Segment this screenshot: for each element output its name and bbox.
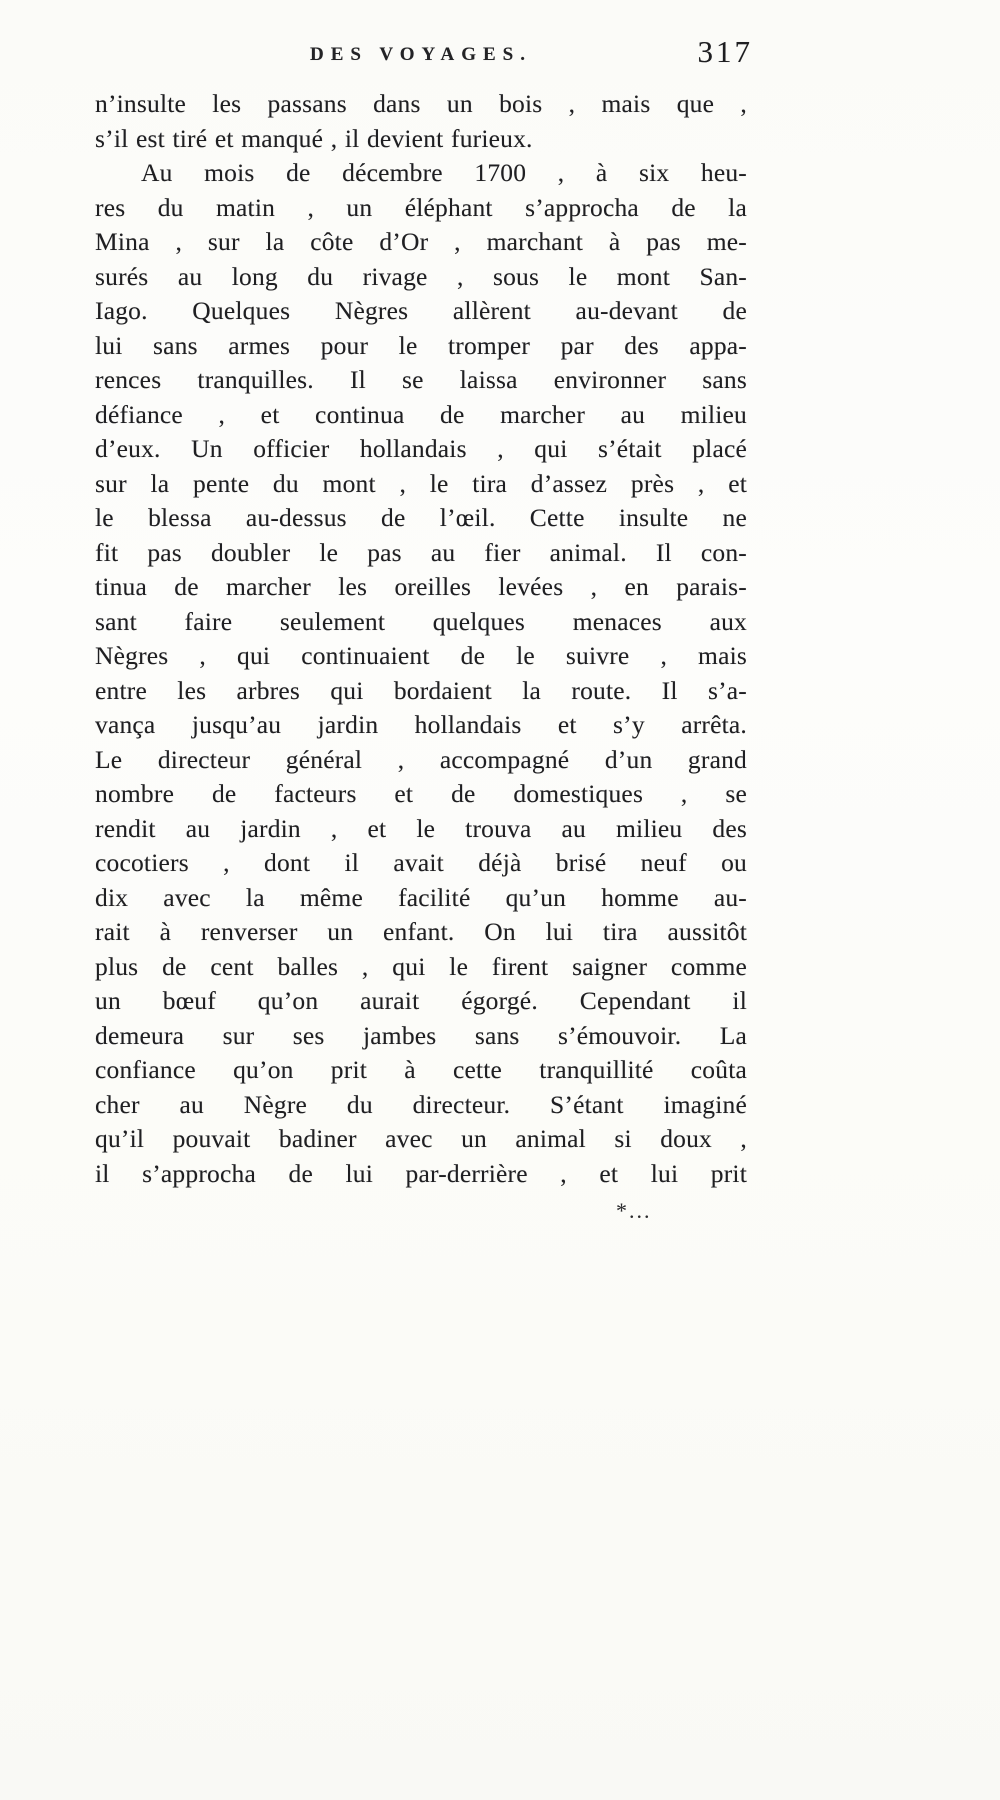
text-line: Mina , sur la côte d’Or , marchant à pas me- xyxy=(95,227,747,256)
signature-mark: *... xyxy=(616,1198,652,1223)
text-line: rences tranquilles. Il se laissa environner sans xyxy=(95,365,747,394)
running-title: DES VOYAGES. xyxy=(310,44,532,65)
text-line: défiance , et continua de marcher au milieu xyxy=(95,399,747,429)
text-line: Le directeur général , accompagné d’un grand xyxy=(95,744,747,774)
page-header xyxy=(95,34,753,84)
text-line: entre les arbres qui bordaient la route. Il s’a- xyxy=(95,675,747,705)
text-line: d’eux. Un officier hollandais , qui s’était placé xyxy=(95,434,747,463)
text-line: qu’il pouvait badiner avec un animal si doux , xyxy=(95,1124,747,1153)
text-line: Nègres , qui continuaient de le suivre , mais xyxy=(95,641,747,670)
text-line: n’insulte les passans dans un bois , mais que , xyxy=(95,89,747,118)
text-line: cher au Nègre du directeur. S’étant imaginé xyxy=(95,1089,747,1119)
text-line: surés au long du rivage , sous le mont San- xyxy=(95,261,747,291)
text-line: tinua de marcher les oreilles levées , en parais- xyxy=(95,572,747,601)
text-line: rendit au jardin , et le trouva au milieu des xyxy=(95,813,747,843)
text-line: sur la pente du mont , le tira d’assez près , et xyxy=(95,468,747,498)
text-line: il s’approcha de lui par-derrière , et lui prit xyxy=(95,1158,747,1188)
text-line: Iago. Quelques Nègres allèrent au-devant de xyxy=(95,296,747,325)
text-line: rait à renverser un enfant. On lui tira aussitôt xyxy=(95,917,747,946)
page-number: 317 xyxy=(697,34,753,69)
text-block xyxy=(95,87,747,1191)
text-line: res du matin , un éléphant s’approcha de la xyxy=(95,192,747,222)
text-line: plus de cent balles , qui le firent saigner comme xyxy=(95,951,747,981)
text-line: le blessa au-dessus de l’œil. Cette insulte ne xyxy=(95,503,747,532)
text-line: Au mois de décembre 1700 , à six heu- xyxy=(141,158,747,187)
text-line: fit pas doubler le pas au fier animal. Il con- xyxy=(95,537,747,567)
text-line: confiance qu’on prit à cette tranquillité coûta xyxy=(95,1055,747,1084)
text-line: dix avec la même facilité qu’un homme au- xyxy=(95,882,747,912)
text-line: s’il est tiré et manqué , il devient furieux. xyxy=(95,123,533,153)
text-line: nombre de facteurs et de domestiques , se xyxy=(95,779,747,808)
text-line: un bœuf qu’on aurait égorgé. Cependant il xyxy=(95,986,747,1015)
text-line: lui sans armes pour le tromper par des appa- xyxy=(95,330,747,360)
text-line: demeura sur ses jambes sans s’émouvoir. La xyxy=(95,1020,747,1050)
text-line: sant faire seulement quelques menaces aux xyxy=(95,606,747,636)
text-line: vança jusqu’au jardin hollandais et s’y arrêta. xyxy=(95,710,747,739)
text-line: cocotiers , dont il avait déjà brisé neuf ou xyxy=(95,848,747,877)
